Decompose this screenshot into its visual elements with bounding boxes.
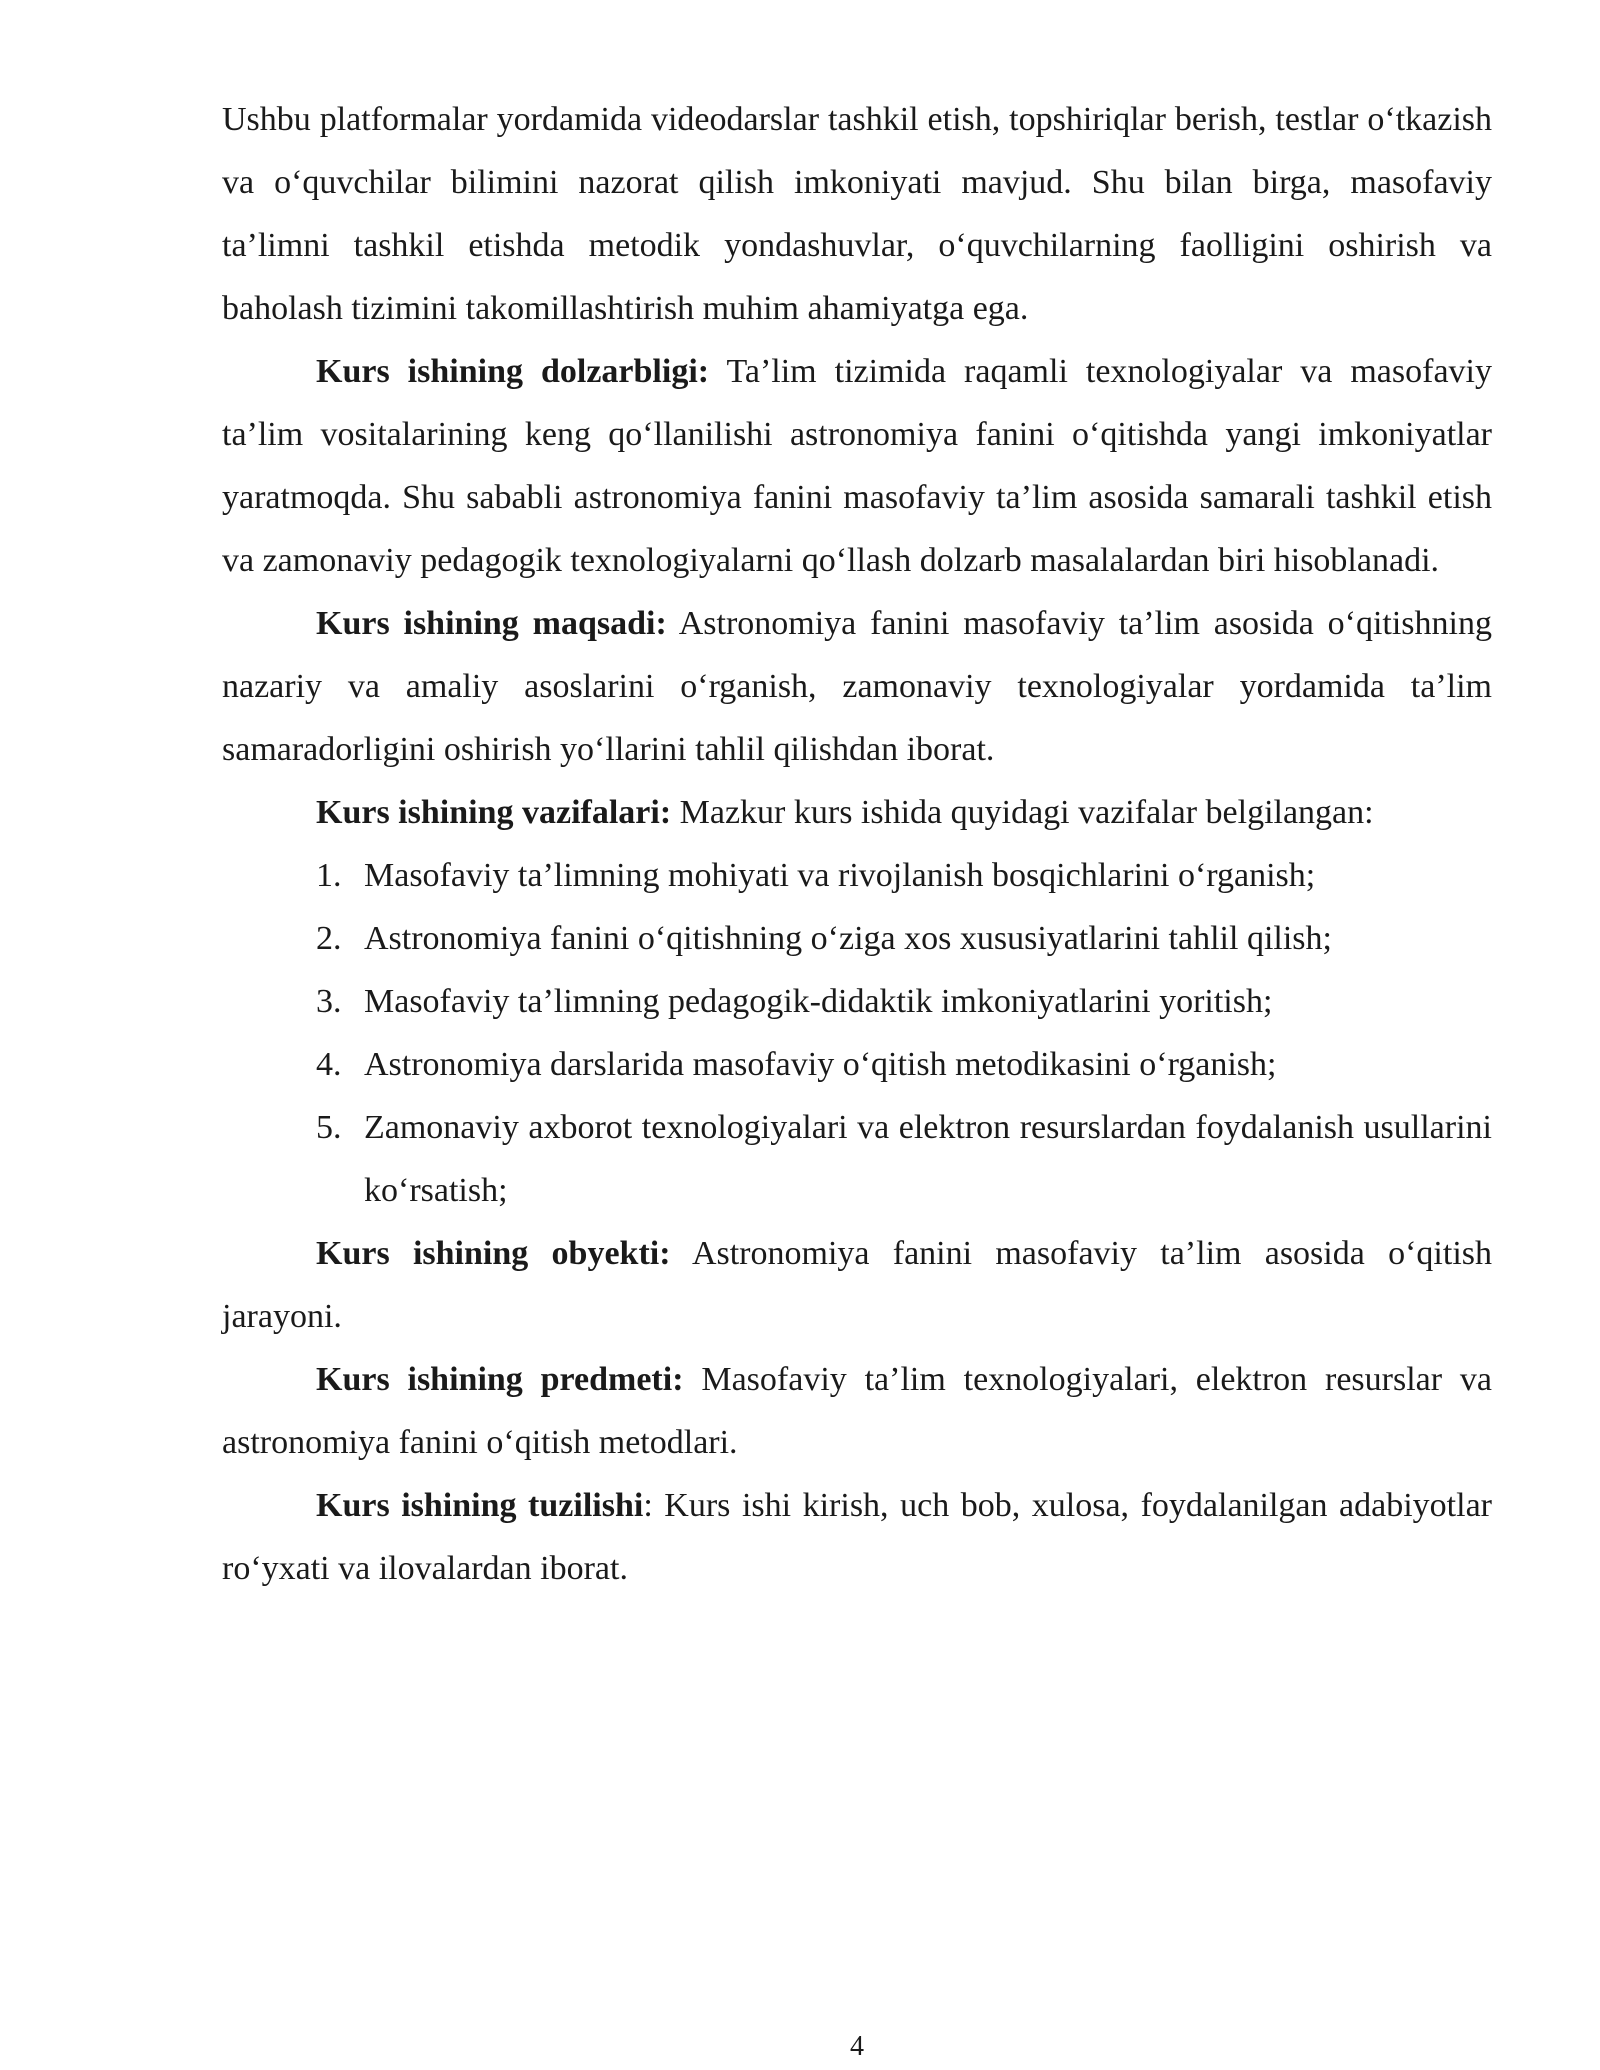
tasks-paragraph [222,781,1492,844]
subject-label: Kurs ishining predmeti: [316,1361,684,1398]
document-page [222,88,1492,1600]
goal-label: Kurs ishining maqsadi: [316,605,667,642]
list-item-text: Masofaviy ta’limning mohiyati va rivojlanish bosqichlarini o‘rganish; [364,857,1316,894]
list-item-text: Astronomiya fanini o‘qitishning o‘ziga xos xususiyatlarini tahlil qilish; [364,920,1332,957]
object-paragraph [222,1222,1492,1348]
list-item-text: Zamonaviy axborot texnologiyalari va elektron resurslardan foydalanish usullarini ko‘rsatish; [364,1109,1492,1209]
relevance-paragraph [222,340,1492,592]
object-text: Astronomiya fanini masofaviy ta’lim asosida o‘qitish jarayoni. [222,1235,1492,1335]
goal-text: Astronomiya fanini masofaviy ta’lim asosida o‘qitishning nazariy va amaliy asoslarini o‘rganish, zamonaviy texnologiyalar yordamida ta’lim samaradorligini oshirish yo‘llarini tahlil qilishdan iborat. [222,605,1492,768]
page-number: 4 [850,2031,864,2062]
intro-paragraph: Ushbu platformalar yordamida videodarslar tashkil etish, topshiriqlar berish, testlar o‘tkazish va o‘quvchilar bilimini nazorat qilish imkoniyati mavjud. Shu bilan birga, masofaviy ta’limni tashkil etishda metodik yondashuvlar, o‘quvchilarning faolligini oshirish va baholash tizimini takomillashtirish muhim ahamiyatga ega. [222,101,1492,327]
relevance-text: Ta’lim tizimida raqamli texnologiyalar va masofaviy ta’lim vositalarining keng qo‘llanilishi astronomiya fanini o‘qitishda yangi imkoniyatlar yaratmoqda. Shu sababli astronomiya fanini masofaviy ta’lim asosida samarali tashkil etish va zamonaviy pedagogik texnologiyalarni qo‘llash dolzarb masalalardan biri hisoblanadi. [222,353,1492,579]
goal-paragraph [222,592,1492,781]
subject-text: Masofaviy ta’lim texnologiyalari, elektron resurslar va astronomiya fanini o‘qitish metodlari. [222,1361,1492,1461]
tasks-text: Mazkur kurs ishida quyidagi vazifalar belgilangan: [671,794,1374,831]
structure-label: Kurs ishining tuzilishi [316,1487,644,1524]
list-item [222,1033,1492,1096]
object-label: Kurs ishining obyekti: [316,1235,671,1272]
list-item-text: Masofaviy ta’limning pedagogik-didaktik imkoniyatlarini yoritish; [364,983,1273,1020]
list-item-number: 1. [316,857,342,894]
list-item [222,970,1492,1033]
list-item-number: 3. [316,983,342,1020]
list-item [222,844,1492,907]
list-item-text: Astronomiya darslarida masofaviy o‘qitish metodikasini o‘rganish; [364,1046,1277,1083]
tasks-label: Kurs ishining vazifalari: [316,794,672,831]
structure-paragraph [222,1474,1492,1600]
list-item-number: 2. [316,920,342,957]
tasks-list [222,844,1492,1222]
list-item [222,1096,1492,1222]
list-item [222,907,1492,970]
list-item-number: 4. [316,1046,342,1083]
list-item-number: 5. [316,1109,342,1146]
structure-text: : Kurs ishi kirish, uch bob, xulosa, foydalanilgan adabiyotlar ro‘yxati va ilovalardan iborat. [222,1487,1492,1587]
subject-paragraph [222,1348,1492,1474]
relevance-label: Kurs ishining dolzarbligi: [316,353,710,390]
